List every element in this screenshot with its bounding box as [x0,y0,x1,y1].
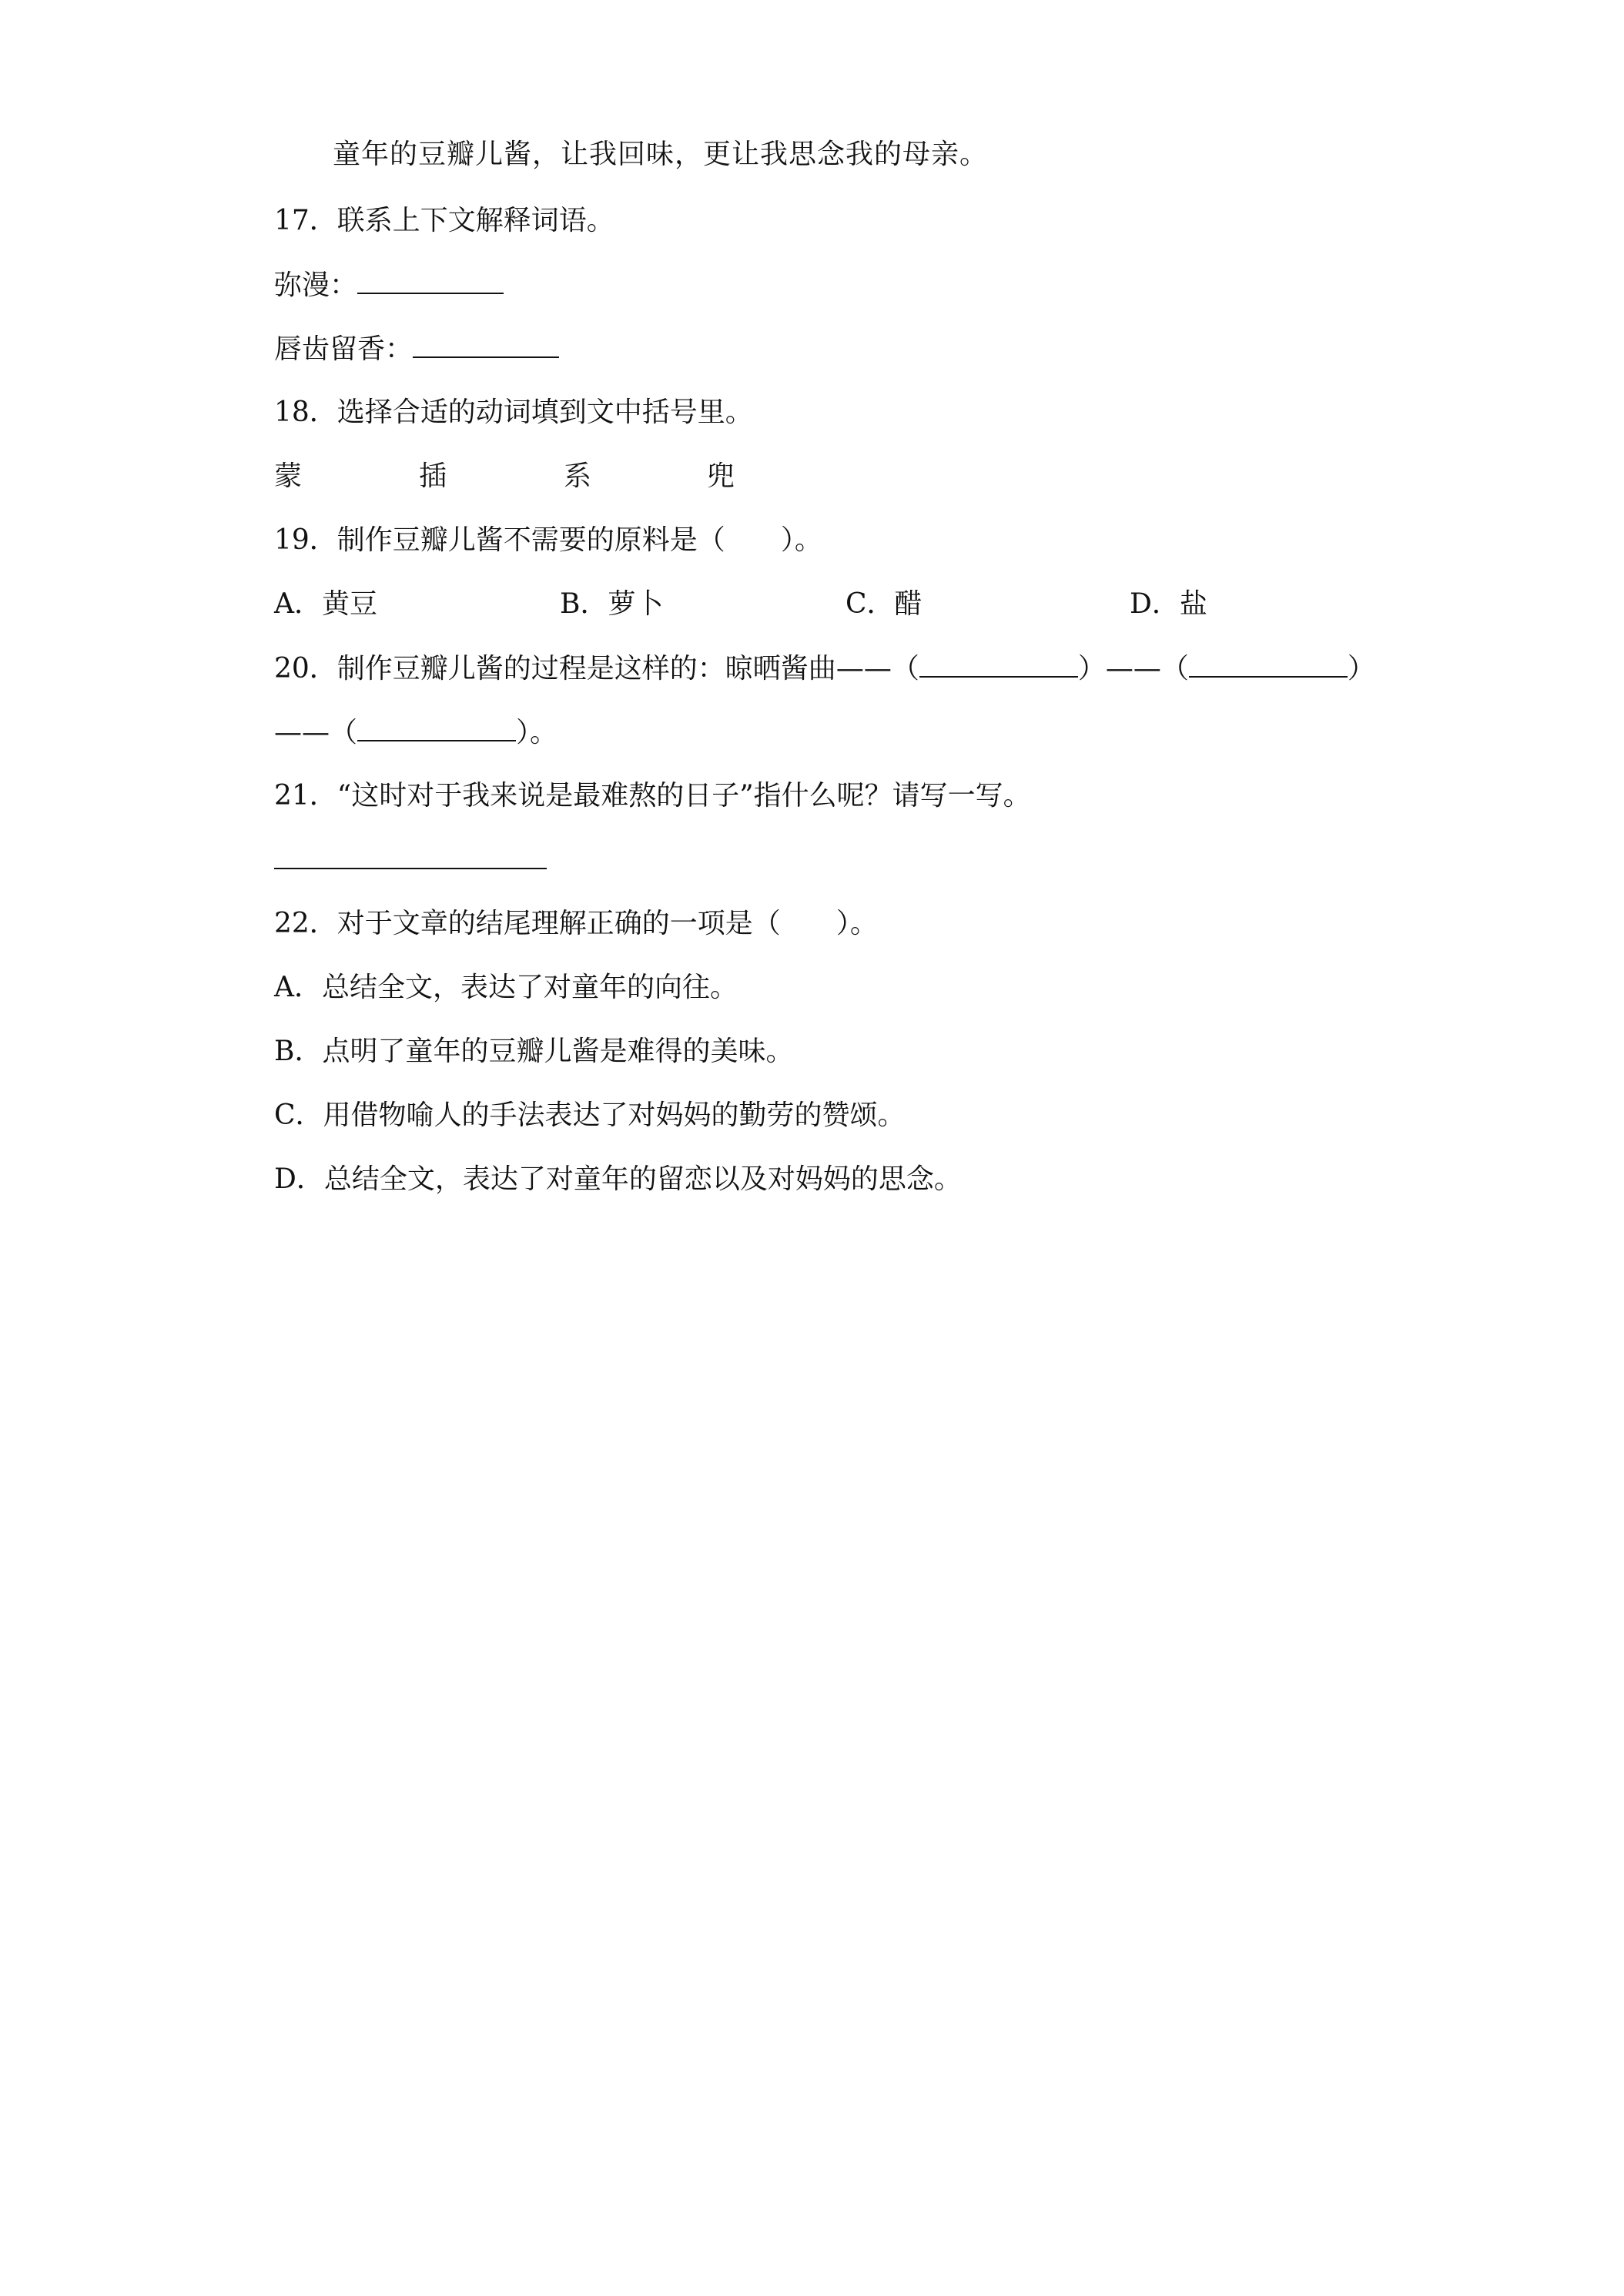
q17-prompt: 17．联系上下文解释词语。 [274,205,614,236]
q22-option-d[interactable]: D．总结全文，表达了对童年的留恋以及对妈妈的思念。 [274,1163,962,1195]
answer-blank[interactable] [1189,650,1348,678]
q17-item-2 [274,330,559,368]
dash: —— [274,717,330,748]
q20-line-1 [274,650,1375,688]
q22-option-b[interactable]: B．点明了童年的豆瓣儿酱是难得的美味。 [274,1036,794,1067]
q17-item-2-label: 唇齿留香： [274,333,414,365]
q19-prompt [274,522,822,559]
answer-blank[interactable] [919,650,1078,678]
q22-prompt-text: 22．对于文章的结尾理解正确的一项是（ [274,908,781,939]
q19-prompt-end: ）。 [780,524,822,556]
q18-word: 插 [419,460,447,492]
q22-prompt-end: ）。 [835,908,878,939]
open-paren: （ [330,717,358,748]
q20-line-2 [274,714,558,751]
q22-option-c[interactable]: C．用借物喻人的手法表达了对妈妈的勤劳的赞颂。 [274,1099,906,1131]
close-paren: ） [1077,653,1106,684]
q18-prompt: 18．选择合适的动词填到文中括号里。 [274,397,753,428]
q19-prompt-text: 19．制作豆瓣儿酱不需要的原料是（ [274,524,725,556]
q17-item-1 [274,266,504,304]
close-paren-end: ）。 [516,717,558,748]
answer-blank[interactable] [274,842,547,869]
q19-option-d[interactable]: D．盐 [1130,588,1207,620]
q22-prompt [274,905,878,942]
q17-item-1-label: 弥漫： [274,269,358,301]
q20-prompt: 20．制作豆瓣儿酱的过程是这样的：晾晒酱曲 [274,653,836,684]
open-paren: （ [891,653,919,684]
q18-word: 兜 [707,460,735,492]
answer-blank[interactable] [357,266,504,294]
q19-option-b[interactable]: B．萝卜 [560,588,664,620]
close-paren: ） [1347,653,1375,684]
answer-blank[interactable] [357,714,516,741]
q18-word: 蒙 [274,460,303,492]
q19-option-a[interactable]: A．黄豆 [274,588,377,620]
q21-prompt: 21．“这时对于我来说是最难熬的日子”指什么呢？请写一写。 [274,780,1031,812]
q21-answer-line [274,842,547,879]
dash: —— [1105,653,1161,684]
q22-option-a[interactable]: A．总结全文，表达了对童年的向往。 [274,972,738,1003]
q18-word: 系 [564,460,592,492]
passage-text: 童年的豆瓣儿酱，让我回味，更让我思念我的母亲。 [333,139,989,170]
passage-final-line [333,136,988,173]
open-paren: （ [1160,653,1189,684]
dash: —— [835,653,892,684]
answer-blank[interactable] [413,330,559,358]
q19-option-c[interactable]: C．醋 [845,588,922,620]
